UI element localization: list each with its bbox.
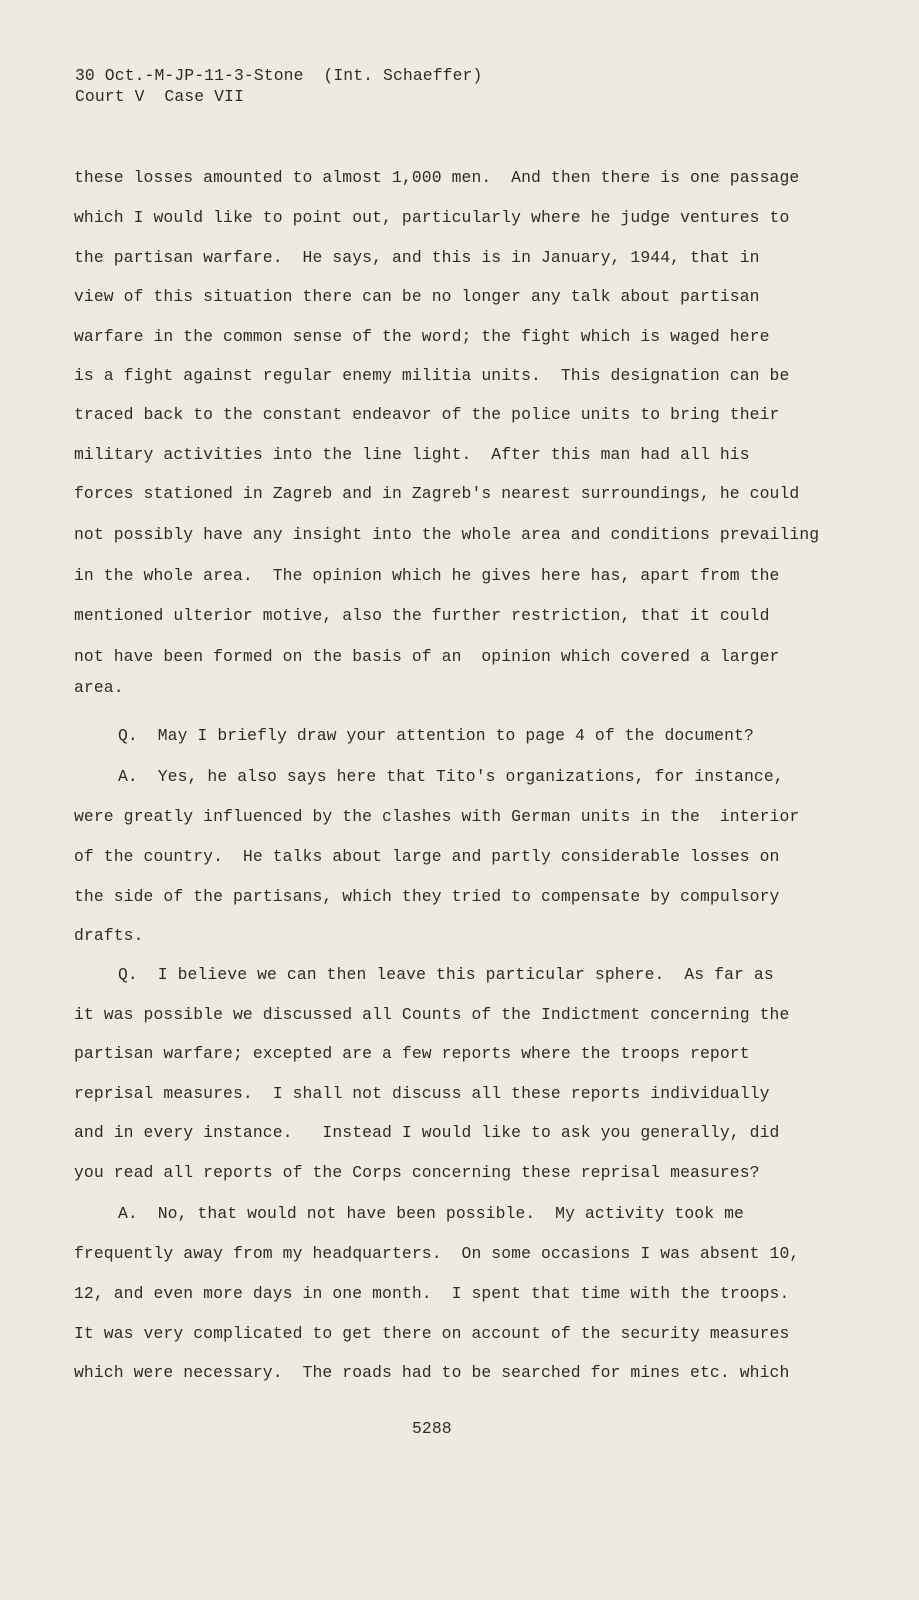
page-number: 5288 <box>412 1419 452 1438</box>
text-line: which I would like to point out, particularly where he judge ventures to <box>74 208 790 227</box>
text-line: were greatly influenced by the clashes with German units in the interior <box>74 807 800 826</box>
text-line: forces stationed in Zagreb and in Zagreb's nearest surroundings, he could <box>74 484 800 503</box>
text-line: of the country. He talks about large and partly considerable losses on <box>74 847 780 866</box>
text-line: the partisan warfare. He says, and this is in January, 1944, that in <box>74 248 760 267</box>
text-line: not possibly have any insight into the whole area and conditions prevailing <box>74 525 820 544</box>
text-line: 12, and even more days in one month. I spent that time with the troops. <box>74 1284 790 1303</box>
text-line: A. Yes, he also says here that Tito's organizations, for instance, <box>118 767 784 786</box>
text-line: traced back to the constant endeavor of the police units to bring their <box>74 405 780 424</box>
text-line: A. No, that would not have been possible. My activity took me <box>118 1204 744 1223</box>
text-line: It was very complicated to get there on account of the security measures <box>74 1324 790 1343</box>
text-line: you read all reports of the Corps concerning these reprisal measures? <box>74 1163 760 1182</box>
header-line-2: Court V Case VII <box>75 87 244 106</box>
text-line: warfare in the common sense of the word; the fight which is waged here <box>74 327 770 346</box>
header-line-1: 30 Oct.-M-JP-11-3-Stone (Int. Schaeffer) <box>75 66 483 85</box>
text-line: is a fight against regular enemy militia units. This designation can be <box>74 366 790 385</box>
text-line: area. <box>74 678 124 697</box>
text-line: which were necessary. The roads had to be searched for mines etc. which <box>74 1363 790 1382</box>
text-line: frequently away from my headquarters. On some occasions I was absent 10, <box>74 1244 800 1263</box>
text-line: and in every instance. Instead I would like to ask you generally, did <box>74 1123 780 1142</box>
text-line: Q. May I briefly draw your attention to page 4 of the document? <box>118 726 754 745</box>
text-line: not have been formed on the basis of an opinion which covered a larger <box>74 647 780 666</box>
text-line: these losses amounted to almost 1,000 men. And then there is one passage <box>74 168 800 187</box>
text-line: in the whole area. The opinion which he gives here has, apart from the <box>74 566 780 585</box>
text-line: reprisal measures. I shall not discuss all these reports individually <box>74 1084 770 1103</box>
text-line: it was possible we discussed all Counts of the Indictment concerning the <box>74 1005 790 1024</box>
text-line: military activities into the line light. After this man had all his <box>74 445 750 464</box>
text-line: Q. I believe we can then leave this particular sphere. As far as <box>118 965 774 984</box>
text-line: partisan warfare; excepted are a few reports where the troops report <box>74 1044 750 1063</box>
text-line: view of this situation there can be no longer any talk about partisan <box>74 287 760 306</box>
text-line: the side of the partisans, which they tried to compensate by compulsory <box>74 887 780 906</box>
text-line: drafts. <box>74 926 144 945</box>
text-line: mentioned ulterior motive, also the further restriction, that it could <box>74 606 770 625</box>
